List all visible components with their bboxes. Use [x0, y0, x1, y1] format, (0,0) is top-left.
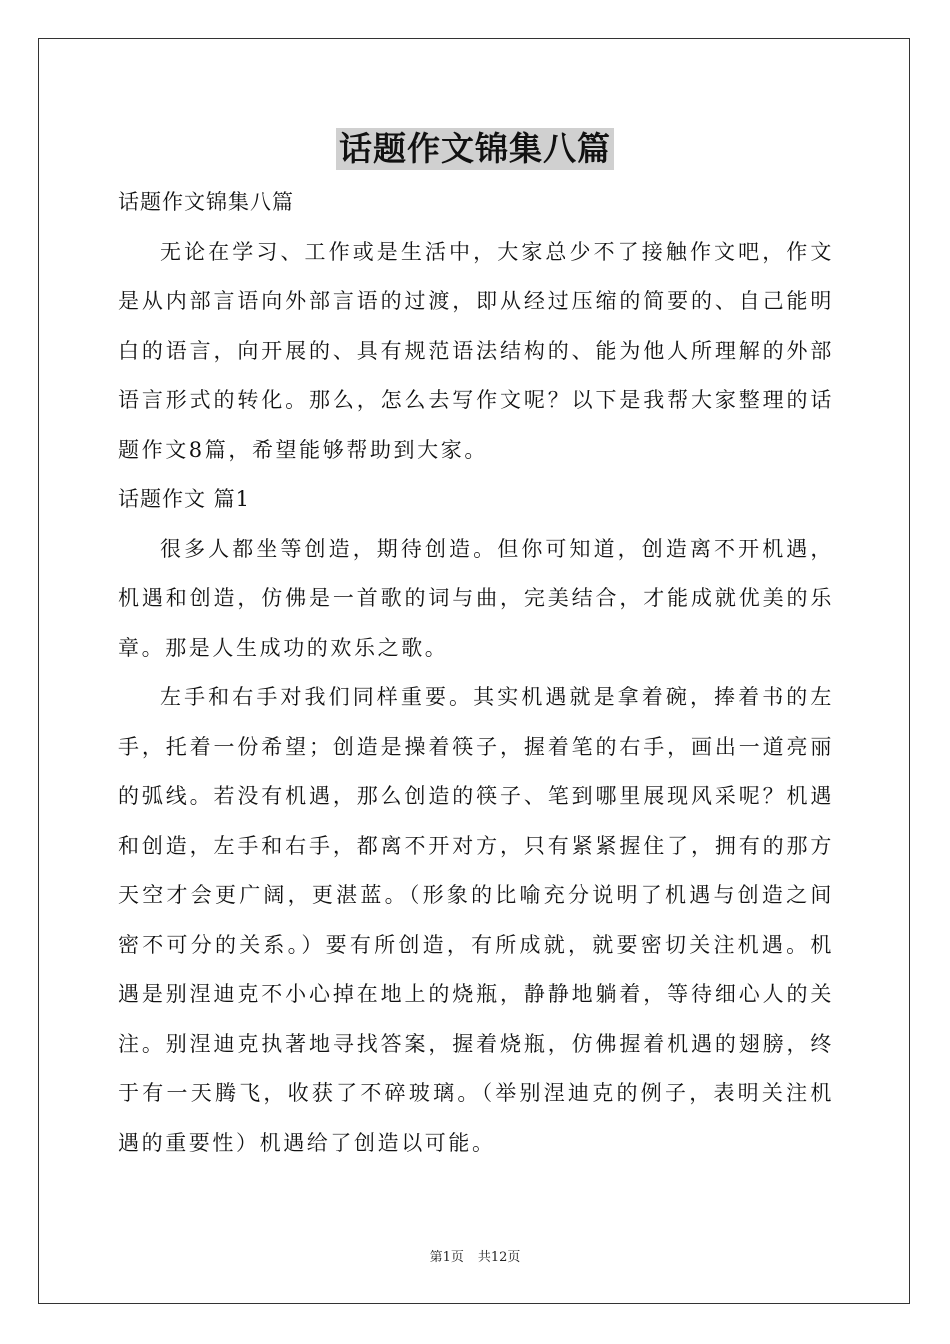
page-total: 共12页	[477, 1250, 521, 1265]
title-container	[0, 128, 950, 170]
page-number: 第1页	[429, 1250, 464, 1265]
body-paragraph: 左手和右手对我们同样重要。其实机遇就是拿着碗，捧着书的左手，托着一份希望；创造是操着筷子，握着笔的右手，画出一道亮丽的弧线。若没有机遇，那么创造的筷子、笔到哪里展现风采呢？机遇和创造，左手和右手，都离不开对方，只有紧紧握住了，拥有的那方天空才会更广阔，更湛蓝。（形象的比喻充分说明了机遇与创造之间密不可分的关系。）要有所创造，有所成就，就要密切关注机遇。机遇是别涅迪克不小心掉在地上的烧瓶，静静地躺着，等待细心人的关注。别涅迪克执著地寻找答案，握着烧瓶，仿佛握着机遇的翅膀，终于有一天腾飞，收获了不碎玻璃。（举别涅迪克的例子，表明关注机遇的重要性）机遇给了创造以可能。	[118, 685, 834, 1155]
page-footer	[0, 1246, 950, 1265]
body-paragraph: 很多人都坐等创造，期待创造。但你可知道，创造离不开机遇，机遇和创造，仿佛是一首歌的词与曲，完美结合，才能成就优美的乐章。那是人生成功的欢乐之歌。	[118, 536, 834, 660]
intro-paragraph: 无论在学习、工作或是生活中，大家总少不了接触作文吧，作文是从内部言语向外部言语的过渡，即从经过压缩的简要的、自己能明白的语言，向开展的、具有规范语法结构的、能为他人所理解的外部语言形式的转化。那么，怎么去写作文呢？以下是我帮大家整理的话题作文8篇，希望能够帮助到大家。	[118, 239, 834, 462]
section-heading: 话题作文 篇1	[118, 487, 251, 511]
document-body	[118, 178, 834, 1168]
document-title: 话题作文锦集八篇	[336, 128, 614, 170]
subtitle: 话题作文锦集八篇	[118, 190, 294, 214]
